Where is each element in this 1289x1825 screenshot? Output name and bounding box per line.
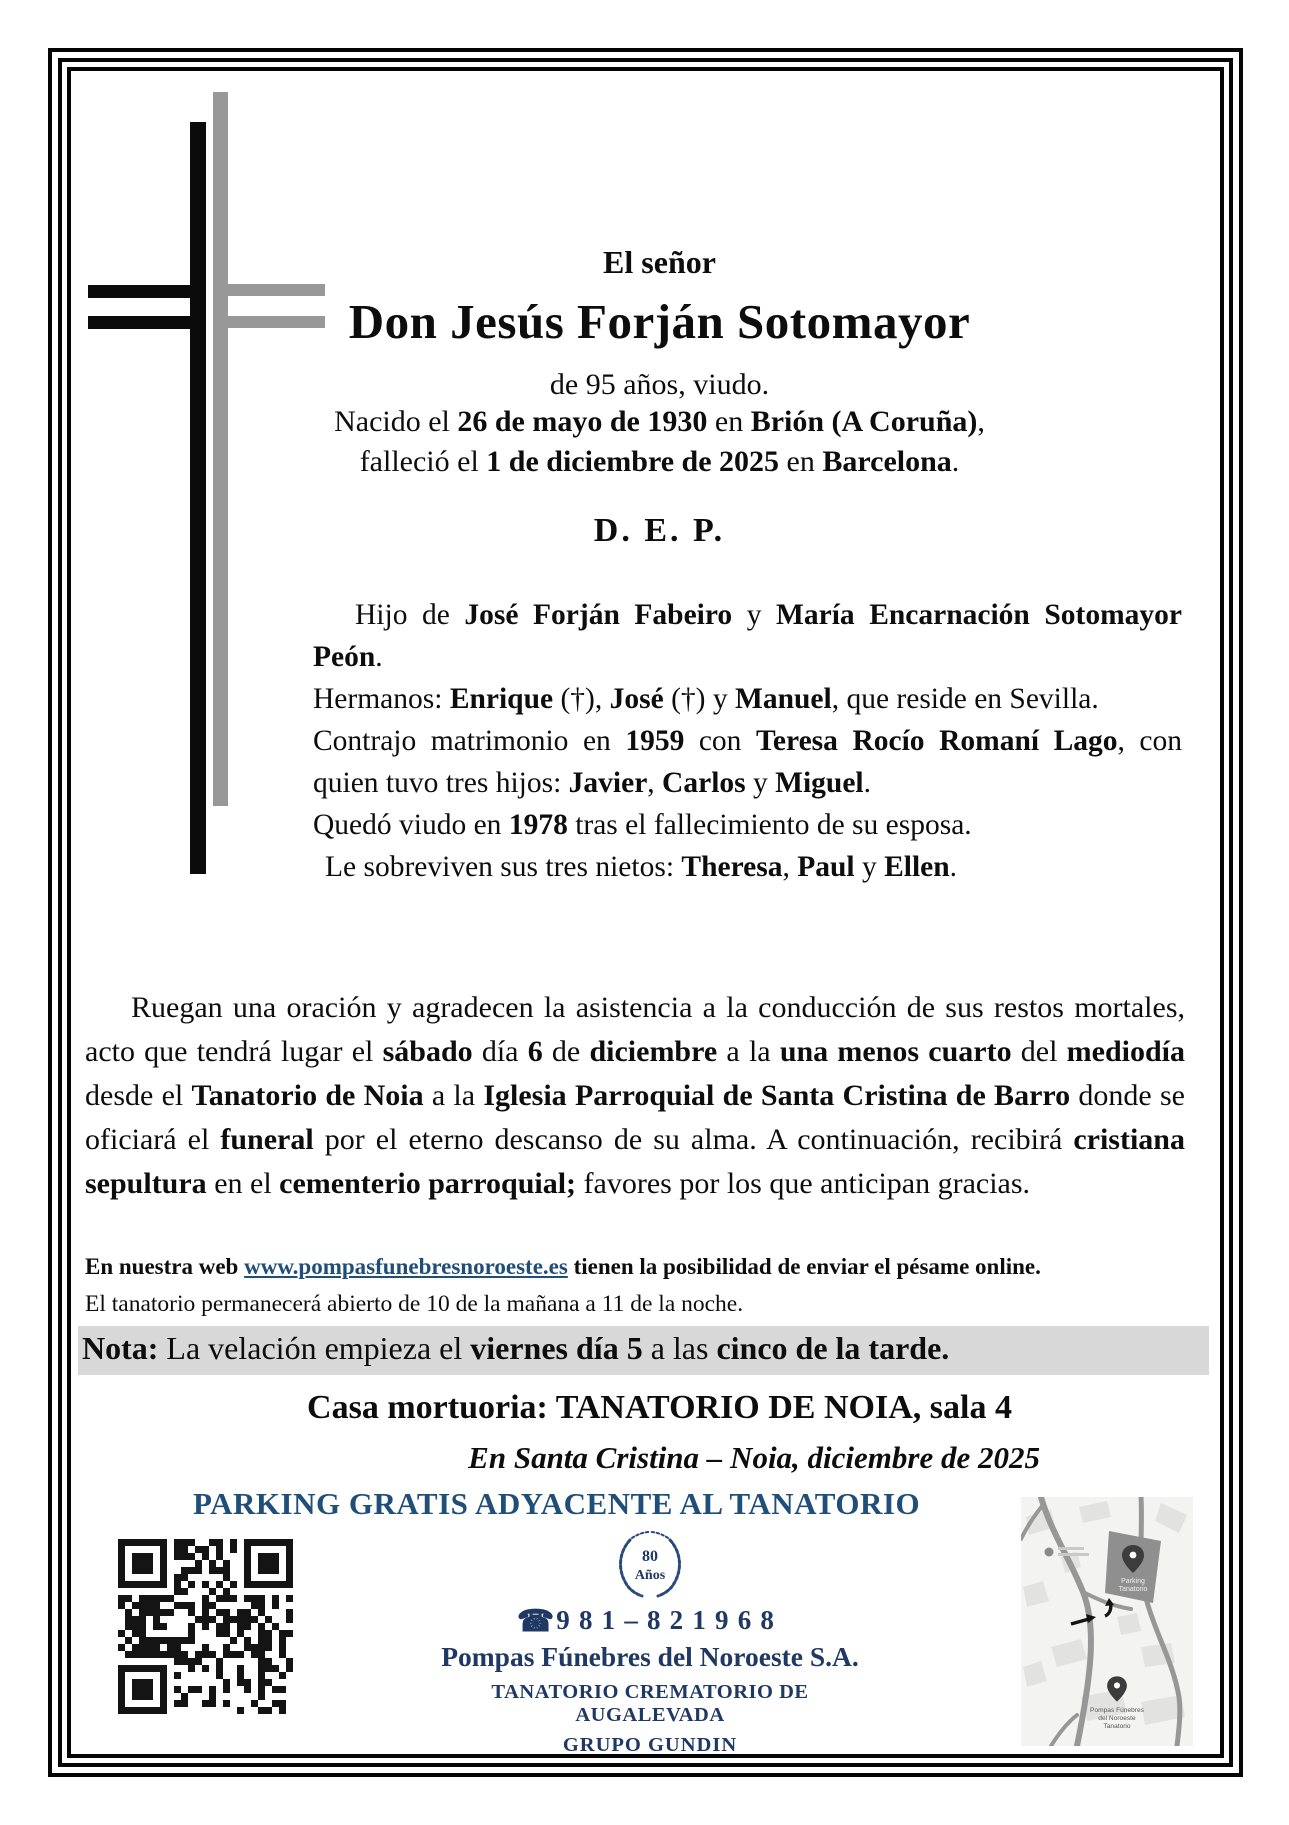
badge-80: 80 — [642, 1548, 658, 1565]
80-years-laurel-badge-icon — [612, 1528, 688, 1602]
website-link[interactable]: www.pompasfunebresnoroeste.es — [244, 1254, 568, 1279]
website-line — [85, 1254, 1194, 1280]
location-map — [1021, 1497, 1193, 1746]
parking-notice: PARKING GRATIS ADYACENTE AL TANATORIO — [193, 1486, 921, 1521]
map-image — [1021, 1497, 1193, 1746]
mortuary-line: Casa mortuoria: TANATORIO DE NOIA, sala 4 — [307, 1389, 1012, 1426]
map-pin-funeral-label: Tanatorio — [1103, 1723, 1131, 1730]
badge-anos: Años — [634, 1568, 666, 1583]
family-marriage: Contrajo matrimonio en 1959 con Teresa Rocío Romaní Lago, con quien tuvo tres hijos: Javier, Carlos y Miguel. — [313, 725, 1182, 799]
family-grandchildren: Le sobreviven sus tres nietos: Theresa, Paul y Ellen. — [325, 851, 958, 883]
website-line-text: En nuestra web www.pompasfunebresnoroeste.es tienen la posibilidad de enviar el pésame online. — [85, 1254, 1041, 1279]
deceased-name: Don Jesús Forján Sotomayor — [348, 294, 971, 349]
map-hotel-label-blur — [1058, 1547, 1084, 1550]
map-pin-funeral-label: Pompas Fúnebres — [1090, 1707, 1144, 1714]
notice-header — [150, 244, 1169, 550]
phone-number: 981–821968 — [556, 1605, 784, 1635]
funeral-home-brand-block — [440, 1528, 860, 1757]
company-name: Pompas Fúnebres del Noroeste S.A. — [441, 1641, 859, 1672]
phone-line — [440, 1604, 860, 1639]
dep-abbreviation: D. E. P. — [593, 512, 726, 549]
salutation: El señor — [603, 244, 716, 280]
map-pin-parking-label: Tanatorio — [1118, 1586, 1148, 1593]
map-pin-parking-label: Parking — [1121, 1578, 1145, 1585]
funeral-announcement-paragraph: Ruegan una oración y agradecen la asistencia a la conducción de sus restos mortales, acto que tendrá lugar el sábado día 6 de diciembre a la una menos cuarto del mediodía desde el Tanatorio de Noia a la Iglesia Parroquial de Santa Cristina de Barro donde se oficiará el funeral por el eterno descanso de su alma. A continuación, recibirá cristiana sepultura en el cementerio parroquial; favores por los que anticipan gracias. — [85, 991, 1186, 1200]
death-line: falleció el 1 de diciembre de 2025 en Barcelona. — [359, 445, 960, 478]
facility-name: TANATORIO CREMATORIO DE AUGALEVADA — [491, 1681, 809, 1726]
telephone-icon: ☎ — [516, 1605, 557, 1638]
map-hotel-label-blur — [1058, 1553, 1089, 1556]
map-pin-funeral-label: del Noroeste — [1098, 1715, 1136, 1722]
opening-hours-line: El tanatorio permanecerá abierto de 10 de la mañana a 11 de la noche. — [85, 1291, 744, 1317]
family-parents: Hijo de José Forján Fabeiro y María Encarnación Sotomayor Peón. — [313, 599, 1183, 673]
group-name: GRUPO GUNDIN — [562, 1734, 738, 1756]
family-siblings: Hermanos: Enrique (†), José (†) y Manuel, que reside en Sevilla. — [313, 683, 1099, 715]
map-hotel-marker — [1045, 1548, 1054, 1557]
family-widowed: Quedó viudo en 1978 tras el fallecimiento de su esposa. — [313, 809, 972, 841]
qr-code — [118, 1539, 293, 1714]
age-line: de 95 años, viudo. — [549, 368, 770, 401]
place-date-line: En Santa Cristina – Noia, diciembre de 2025 — [468, 1440, 1040, 1475]
family-section — [313, 594, 1182, 888]
nota-highlight: Nota: La velación empieza el viernes día 5 a las cinco de la tarde. — [78, 1326, 1209, 1375]
birth-line: Nacido el 26 de mayo de 1930 en Brión (A Coruña), — [334, 405, 985, 438]
